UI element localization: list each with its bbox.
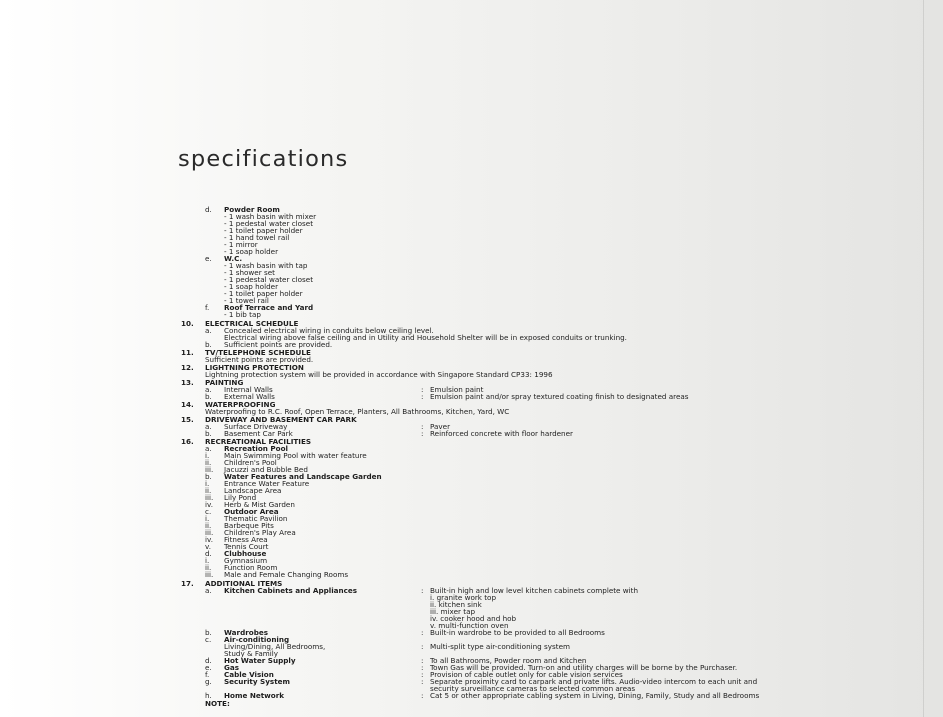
item-text: Tennis Court: [224, 542, 269, 551]
section-number: 14.: [181, 400, 194, 409]
item-text: - 1 towel rail: [224, 296, 269, 305]
item-text: - 1 pedestal water closet: [224, 275, 314, 284]
item-label: h.: [205, 691, 212, 700]
item-text: Children's Play Area: [224, 528, 296, 537]
item-label: a.: [205, 385, 212, 394]
item-value: Built-in wardrobe to be provided to all Bedrooms: [430, 628, 605, 637]
item-label: b.: [205, 628, 212, 637]
item-label: c.: [205, 507, 212, 516]
item-text: Lightning protection system will be provided in accordance with Singapore Standard CP33: 1996: [205, 370, 553, 379]
item-label: ii.: [205, 563, 212, 572]
item-value: Reinforced concrete with floor hardener: [430, 429, 573, 438]
colon-separator: :: [421, 628, 424, 637]
item-text: Sufficient points are provided.: [224, 340, 333, 349]
item-title: Security System: [224, 677, 291, 686]
item-text: - 1 toilet paper holder: [224, 226, 303, 235]
item-value: To all Bathrooms, Powder room and Kitchen: [430, 656, 587, 665]
item-label: ii.: [205, 486, 212, 495]
item-text: Male and Female Changing Rooms: [224, 570, 349, 579]
item-label: e.: [205, 663, 212, 672]
item-label: f.: [205, 303, 210, 312]
item-text: Electrical wiring above false ceiling and in Utility and Household Shelter will be in exposed conduits or trunking.: [224, 333, 627, 342]
item-text: - 1 toilet paper holder: [224, 289, 303, 298]
item-text: - 1 wash basin with tap: [224, 261, 308, 270]
section-heading: PAINTING: [205, 378, 244, 387]
item-title: Gas: [224, 663, 240, 672]
item-value: iv. cooker hood and hob: [430, 614, 517, 623]
item-text: Entrance Water Feature: [224, 479, 310, 488]
item-value: Cat 5 or other appropriate cabling system in Living, Dining, Family, Study and all Bedrooms: [430, 691, 760, 700]
item-value: Separate proximity card to carpark and private lifts. Audio-video intercom to each unit and: [430, 677, 758, 686]
item-value: Provision of cable outlet only for cable vision services: [430, 670, 623, 679]
item-label: ii.: [205, 458, 212, 467]
item-title: Water Features and Landscape Garden: [224, 472, 382, 481]
item-label: b.: [205, 429, 212, 438]
colon-separator: :: [421, 663, 424, 672]
item-title: Clubhouse: [224, 549, 267, 558]
item-text: Surface Driveway: [224, 422, 288, 431]
item-text: Waterproofing to R.C. Roof, Open Terrace, Planters, All Bathrooms, Kitchen, Yard, WC: [205, 407, 510, 416]
item-label: f.: [205, 670, 210, 679]
item-text: Jacuzzi and Bubble Bed: [224, 465, 308, 474]
item-text: - 1 shower set: [224, 268, 275, 277]
item-text: Herb & Mist Garden: [224, 500, 295, 509]
item-text: Living/Dining, All Bedrooms,: [224, 642, 326, 651]
item-value: Emulsion paint and/or spray textured coating finish to designated areas: [430, 392, 689, 401]
colon-separator: :: [421, 691, 424, 700]
section-number: 13.: [181, 378, 194, 387]
item-label: iii.: [205, 570, 214, 579]
item-title: Wardrobes: [224, 628, 268, 637]
section-number: 12.: [181, 363, 194, 372]
item-value: Multi-split type air-conditioning system: [430, 642, 571, 651]
item-label: iii.: [205, 528, 214, 537]
item-label: c.: [205, 635, 212, 644]
item-text: Lily Pond: [224, 493, 257, 502]
item-text: Internal Walls: [224, 385, 273, 394]
item-label: d.: [205, 656, 212, 665]
item-text: Sufficient points are provided.: [205, 355, 314, 364]
item-title: Cable Vision: [224, 670, 274, 679]
item-text: Fitness Area: [224, 535, 268, 544]
item-text: Main Swimming Pool with water feature: [224, 451, 367, 460]
section-heading: WATERPROOFING: [205, 400, 276, 409]
item-text: Study & Family: [224, 649, 279, 658]
item-value: Emulsion paint: [430, 385, 484, 394]
item-label: b.: [205, 392, 212, 401]
item-label: d.: [205, 205, 212, 214]
item-text: Thematic Pavilion: [224, 514, 288, 523]
section-heading: DRIVEWAY AND BASEMENT CAR PARK: [205, 415, 357, 424]
item-label: ii.: [205, 521, 212, 530]
colon-separator: :: [421, 656, 424, 665]
colon-separator: :: [421, 422, 424, 431]
item-text: External Walls: [224, 392, 275, 401]
colon-separator: :: [421, 385, 424, 394]
section-heading: ELECTRICAL SCHEDULE: [205, 319, 299, 328]
item-text: - 1 soap holder: [224, 247, 279, 256]
item-text: Concealed electrical wiring in conduits below ceiling level.: [224, 326, 434, 335]
item-text: Basement Car Park: [224, 429, 293, 438]
colon-separator: :: [421, 429, 424, 438]
section-number: 11.: [181, 348, 194, 357]
item-text: - 1 soap holder: [224, 282, 279, 291]
item-label: v.: [205, 542, 211, 551]
section-heading: ADDITIONAL ITEMS: [205, 579, 283, 588]
item-label: iii.: [205, 465, 214, 474]
item-label: a.: [205, 422, 212, 431]
item-label: e.: [205, 254, 212, 263]
colon-separator: :: [421, 670, 424, 679]
item-label: iii.: [205, 493, 214, 502]
item-title: Hot Water Supply: [224, 656, 296, 665]
item-text: Children's Pool: [224, 458, 277, 467]
item-text: - 1 pedestal water closet: [224, 219, 314, 228]
item-label: a.: [205, 444, 212, 453]
item-title: Kitchen Cabinets and Appliances: [224, 586, 358, 595]
section-number: 10.: [181, 319, 194, 328]
section-heading: LIGHTNING PROTECTION: [205, 363, 304, 372]
item-label: iv.: [205, 535, 213, 544]
section-number: 17.: [181, 579, 194, 588]
item-text: - 1 hand towel rail: [224, 233, 290, 242]
item-label: i.: [205, 514, 210, 523]
item-title: NOTE:: [205, 699, 230, 708]
colon-separator: :: [421, 642, 424, 651]
item-value: security surveillance cameras to selected common areas: [430, 684, 636, 693]
item-label: i.: [205, 556, 210, 565]
item-text: Landscape Area: [224, 486, 282, 495]
item-label: b.: [205, 340, 212, 349]
item-value: Paver: [430, 422, 451, 431]
item-label: i.: [205, 479, 210, 488]
item-title: W.C.: [224, 254, 243, 263]
item-value: ii. kitchen sink: [430, 600, 482, 609]
item-text: Function Room: [224, 563, 278, 572]
item-label: a.: [205, 586, 212, 595]
section-number: 15.: [181, 415, 194, 424]
item-label: iv.: [205, 500, 213, 509]
item-text: Barbeque Pits: [224, 521, 274, 530]
item-value: i. granite work top: [430, 593, 497, 602]
colon-separator: :: [421, 586, 424, 595]
item-title: Roof Terrace and Yard: [224, 303, 314, 312]
item-text: - 1 bib tap: [224, 310, 261, 319]
item-title: Powder Room: [224, 205, 280, 214]
item-value: iii. mixer tap: [430, 607, 476, 616]
page-title: specifications: [178, 146, 349, 172]
item-label: g.: [205, 677, 212, 686]
section-heading: TV/TELEPHONE SCHEDULE: [205, 348, 311, 357]
item-label: i.: [205, 451, 210, 460]
item-label: a.: [205, 326, 212, 335]
item-text: Gymnasium: [224, 556, 268, 565]
colon-separator: :: [421, 677, 424, 686]
item-value: Town Gas will be provided. Turn-on and utility charges will be borne by the Purchaser.: [430, 663, 738, 672]
item-title: Air-conditioning: [224, 635, 290, 644]
item-title: Home Network: [224, 691, 285, 700]
item-label: b.: [205, 472, 212, 481]
section-heading: RECREATIONAL FACILITIES: [205, 437, 312, 446]
section-number: 16.: [181, 437, 194, 446]
item-text: - 1 mirror: [224, 240, 258, 249]
item-title: Recreation Pool: [224, 444, 289, 453]
item-text: - 1 wash basin with mixer: [224, 212, 317, 221]
item-value: v. multi-function oven: [430, 621, 509, 630]
colon-separator: :: [421, 392, 424, 401]
item-title: Outdoor Area: [224, 507, 279, 516]
item-value: Built-in high and low level kitchen cabinets complete with: [430, 586, 639, 595]
item-label: d.: [205, 549, 212, 558]
